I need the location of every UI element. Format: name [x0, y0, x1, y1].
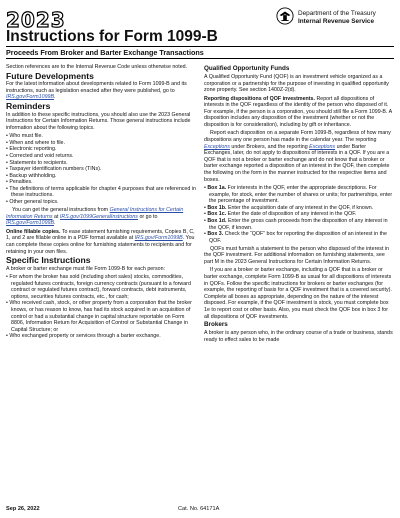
future-developments-text: For the latest information about developments related to Form 1099-B and its instructions, such as legislation enacted after they were published, go to IRS.gov/Form1099B.	[6, 81, 187, 101]
reminders-list	[6, 133, 196, 206]
right-column	[204, 64, 394, 345]
exceptions-link[interactable]: Exceptions	[309, 143, 336, 150]
qof-heading: Qualified Opportunity Funds	[204, 65, 290, 72]
list-item: • Statements to recipients.	[6, 160, 196, 167]
revision-date: Sep 26, 2022	[6, 506, 40, 512]
list-item: • Corrected and void returns.	[6, 153, 196, 160]
specific-instructions-heading: Specific Instructions	[6, 255, 91, 266]
left-column	[6, 64, 196, 342]
general-instructions-text: You can get the general instructions from General Instructions for Certain Information Returns at IRS.gov/1099GeneralInstructions or go to IRS.gov/Form1099B.	[6, 207, 184, 227]
list-item: • Penalties.	[6, 179, 196, 186]
list-item: • Box 1b. Enter the acquisition date of any interest in the QOF, if known.	[204, 205, 394, 212]
list-item: • When and where to file.	[6, 140, 196, 147]
irs-eagle-logo-icon	[276, 7, 294, 25]
list-item: • Box 3. Check the “QOF” box for reporting the disposition of an interest in the QOF.	[204, 231, 394, 244]
document-title: Instructions for Form 1099-B	[6, 28, 218, 45]
list-item: • Who exchanged property or services through a barter exchange.	[6, 333, 196, 340]
agency-name: Internal Revenue Service	[298, 17, 375, 25]
list-item: • Who received cash, stock, or other property from a corporation that the broker knows, or has reason to know, has had its stock acquired in an acquisition of control or had a substantial change in capital structure reportable on Form 8806, Information Return for Acquisition of Control or Substantial Change in Capital Structure; or	[6, 300, 196, 333]
list-item: • Backup withholding.	[6, 173, 196, 180]
list-item: • The definitions of terms applicable for chapter 4 purposes that are referenced in these instructions.	[6, 186, 196, 199]
list-item: • Box 1d. Enter the gross cash proceeds from the disposition of any interest in the QOF, if known.	[204, 218, 394, 231]
general-instructions-link[interactable]: General Instructions for Certain Information Returns	[6, 207, 184, 220]
brokers-text: A broker is any person who, in the ordinary course of a trade or business, stands ready to effect sales to be made	[204, 330, 393, 343]
subtitle-rule	[6, 58, 394, 59]
agency-block	[298, 10, 376, 25]
list-item: • Box 1a. For interests in the QOF, enter the appropriate descriptions. For example, for stock, enter the number of shares or units; for partnerships, enter the percentage of investment.	[204, 185, 394, 205]
qof-statement-text: QOFs must furnish a statement to the person who disposed of the interest in the QOF investment. For additional information on furnishing statements, see part M in the 2023 General Instructions for Certain Information Returns.	[204, 245, 390, 266]
catalog-number: Cat. No. 64171A	[178, 506, 220, 512]
broker-qof-text: If you are a broker or barter exchange, including a QOF that is a broker or barter exchange, complete Form 1099-B as usual for all dispositions of interests in QOFs. Follow the specific instructions for brokers or barter exchanges (for example, the reporting of basis for a QOF investment that is a covered security). Complete all boxes as appropriate, depending on the nature of the interest disposed. For example, if the QOF investment is stock, you must complete box 1e to report cost or other basis. Also, you must check the QOF box in box 3 for all dispositions of QOF investments.	[204, 267, 392, 320]
specific-instructions-list	[6, 274, 196, 340]
list-item: • Electronic reporting.	[6, 146, 196, 153]
intro-text: Section references are to the Internal Revenue Code unless otherwise noted.	[6, 64, 188, 70]
exceptions-link[interactable]: Exceptions	[204, 143, 230, 150]
list-item: • For whom the broker has sold (including short sales) stocks, commodities, regulated futures contracts, foreign currency contracts (pursuant to a forward contract or regulated futures contract), forward contracts, debt instruments, options, securities futures contracts, etc., for cash;	[6, 274, 196, 300]
form-1099b-link[interactable]: IRS.gov/Form1099B	[6, 94, 54, 101]
reminders-text: In addition to these specific instructions, you should also use the 2023 General Instructions for Certain Information Returns. Those general instructions include information about the following topics.	[6, 111, 191, 131]
form-1099b-link[interactable]: IRS.gov/Form1099B	[134, 235, 183, 242]
reporting-dispositions-text: Reporting dispositions of QOF investments. Report all dispositions of interests in the QOF regardless of the identity of the person who disposed of it. For example, if the person is a corporation, you should still file a Form 1099-B. A disposition includes any disposition of the investment (whether or not the disposition is for consideration), including by gift or inheritance.	[204, 95, 392, 129]
instruction-page	[6, 6, 394, 514]
box-instructions-list	[204, 185, 394, 244]
list-item: • Taxpayer identification numbers (TINs).	[6, 166, 196, 173]
specific-instructions-text: A broker or barter exchange must file Form 1099-B for each person:	[6, 265, 165, 272]
future-developments-heading: Future Developments	[6, 70, 94, 81]
online-fillable-text: Online fillable copies. To ease statement furnishing requirements, Copies B, C, 1, and 2 are fillable online in a PDF format available at IRS.gov/Form1099B. You can complete these copies online for furnishing statements to recipients and for retaining in your own files.	[6, 228, 195, 255]
list-item: • Other general topics.	[6, 199, 196, 206]
brokers-heading: Brokers	[204, 321, 228, 329]
form-1099b-link[interactable]: IRS.gov/Form1099B	[6, 220, 54, 227]
document-subtitle: Proceeds From Broker and Barter Exchange Transactions	[6, 48, 204, 57]
general-instructions-url-link[interactable]: IRS.gov/1099GeneralInstructions	[59, 213, 138, 220]
qof-text: A Qualified Opportunity Fund (QOF) is an investment vehicle organized as a corporation or a partnership for the purpose of investing in qualified opportunity zone property. See section 1400Z-2(d).	[204, 74, 389, 94]
tax-year: 2023	[6, 8, 66, 32]
reminders-heading: Reminders	[6, 100, 51, 111]
list-item: • Box 1c. Enter the date of disposition of any interest in the QOF.	[204, 211, 394, 218]
separate-form-text: Report each disposition on a separate Form 1099-B, regardless of how many dispositions any one person has made in the calendar year. The reporting Exceptions under Brokers, and the reporting Exceptions under Barter Exchanges, later, do not apply to dispositions of interests in a QOF. If you are a QOF that is not a broker or barter exchange and do not know that a broker or barter exchange reported a disposition of an interest in the QOF, then complete the following on the form in the manner instructed for the respective items and boxes.	[204, 130, 391, 183]
list-item: • Who must file.	[6, 133, 196, 140]
department-name: Department of the Treasury	[298, 10, 376, 17]
